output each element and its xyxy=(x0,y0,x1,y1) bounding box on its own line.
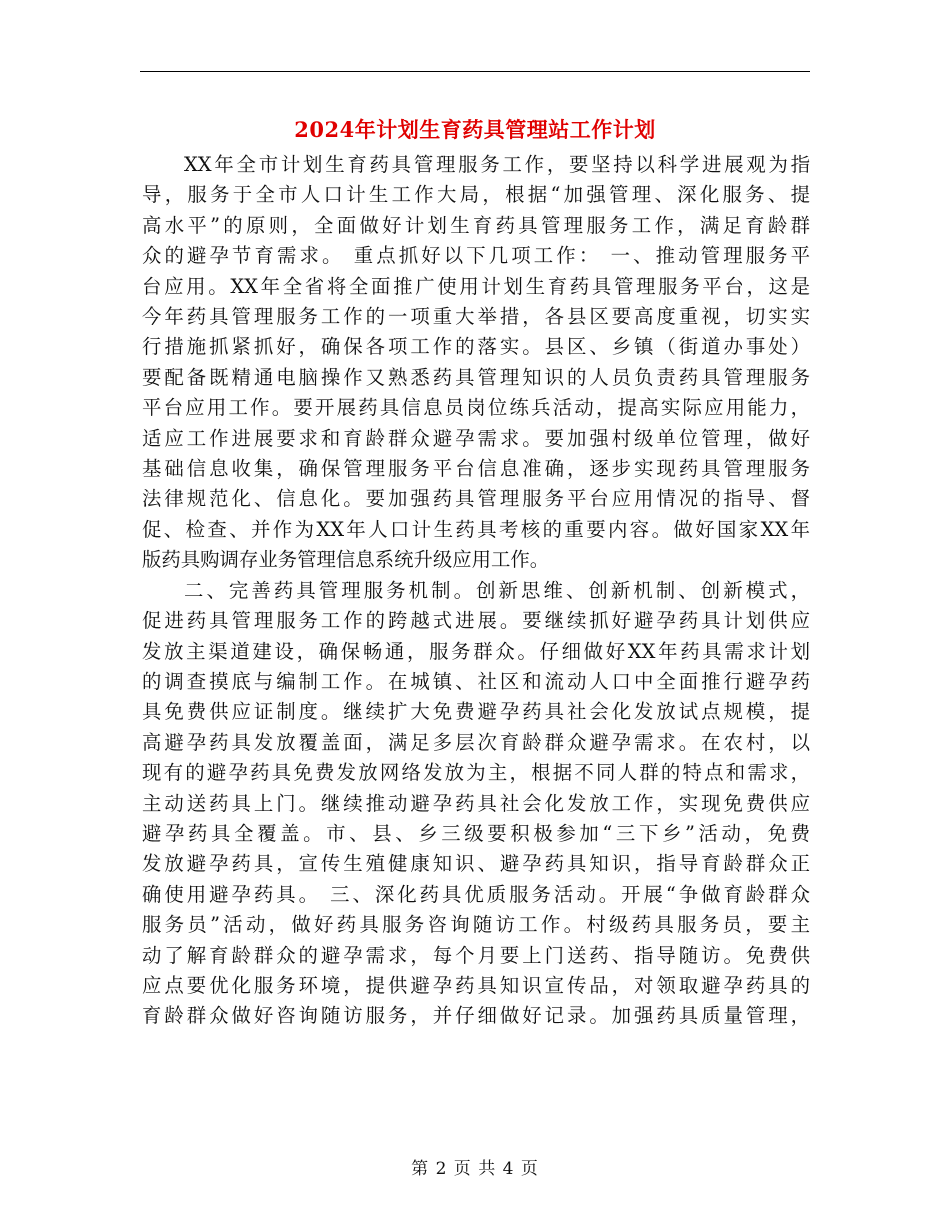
page-number: 第 2 页 共 4 页 xyxy=(411,1159,539,1179)
body-line: 的调查摸底与编制工作。在城镇、社区和流动人口中全面推行避孕药 xyxy=(142,669,810,693)
body-line: 今年药具管理服务工作的一项重大举措，各县区要高度重视，切实实 xyxy=(142,305,810,329)
body-line: 育龄群众做好咨询随访服务，并仔细做好记录。加强药具质量管理， xyxy=(142,1004,810,1028)
header-rule xyxy=(140,71,810,72)
body-line: 主动送药具上门。继续推动避孕药具社会化发放工作，实现免费供应 xyxy=(142,791,810,815)
body-line: 促、检查、并作为XX年人口计生药具考核的重要内容。做好国家XX年 xyxy=(142,517,810,541)
document-body xyxy=(142,150,810,1032)
body-line: 平台应用工作。要开展药具信息员岗位练兵活动，提高实际应用能力， xyxy=(142,396,810,420)
body-line: 版药具购调存业务管理信息系统升级应用工作。 xyxy=(142,548,550,572)
body-line: 台应用。XX年全省将全面推广使用计划生育药具管理服务平台，这是 xyxy=(142,274,810,298)
body-line: 导，服务于全市人口计生工作大局，根据“加强管理、深化服务、提 xyxy=(142,183,810,207)
body-line: 基础信息收集，确保管理服务平台信息准确，逐步实现药具管理服务 xyxy=(142,457,810,481)
body-line: 服务员”活动，做好药具服务咨询随访工作。村级药具服务员，要主 xyxy=(142,913,810,937)
body-line: 发放避孕药具，宣传生殖健康知识、避孕药具知识，指导育龄群众正 xyxy=(142,852,810,876)
body-line: 适应工作进展要求和育龄群众避孕需求。要加强村级单位管理，做好 xyxy=(142,426,810,450)
body-line: 二、完善药具管理服务机制。创新思维、创新机制、创新模式， xyxy=(184,578,810,602)
body-line: 具免费供应证制度。继续扩大免费避孕药具社会化发放试点规模，提 xyxy=(142,700,810,724)
body-line: 行措施抓紧抓好，确保各项工作的落实。县区、乡镇（街道办事处） xyxy=(142,335,810,359)
body-line: 高避孕药具发放覆盖面，满足多层次育龄群众避孕需求。在农村，以 xyxy=(142,730,810,754)
body-line: XX年全市计划生育药具管理服务工作，要坚持以科学进展观为指 xyxy=(184,153,810,176)
body-line: 现有的避孕药具免费发放网络发放为主，根据不同人群的特点和需求， xyxy=(142,761,810,785)
body-line: 发放主渠道建设，确保畅通，服务群众。仔细做好XX年药具需求计划 xyxy=(142,639,810,663)
body-line: 确使用避孕药具。 三、深化药具优质服务活动。开展“争做育龄群众 xyxy=(142,882,810,906)
body-line: 众的避孕节育需求。 重点抓好以下几项工作： 一、推动管理服务平 xyxy=(142,244,810,268)
body-line: 促进药具管理服务工作的跨越式进展。要继续抓好避孕药具计划供应 xyxy=(142,609,810,633)
body-line: 动了解育龄群众的避孕需求，每个月要上门送药、指导随访。免费供 xyxy=(142,943,810,967)
document-title: 2024年计划生育药具管理站工作计划 xyxy=(294,117,656,142)
body-line: 避孕药具全覆盖。市、县、乡三级要积极参加“三下乡”活动，免费 xyxy=(142,821,810,845)
body-line: 法律规范化、信息化。要加强药具管理服务平台应用情况的指导、督 xyxy=(142,487,810,511)
body-line: 高水平”的原则，全面做好计划生育药具管理服务工作，满足育龄群 xyxy=(142,213,810,237)
body-line: 要配备既精通电脑操作又熟悉药具管理知识的人员负责药具管理服务 xyxy=(142,365,810,389)
body-line: 应点要优化服务环境，提供避孕药具知识宣传品，对领取避孕药具的 xyxy=(142,973,810,997)
